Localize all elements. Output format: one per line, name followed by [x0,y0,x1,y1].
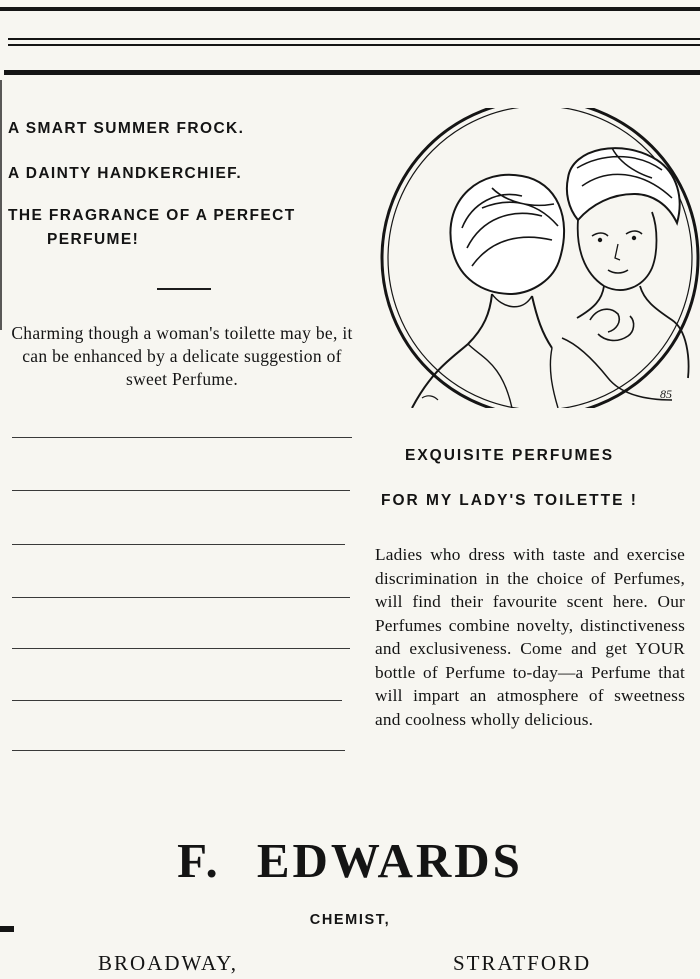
artist-signature: 85 [660,387,672,401]
blank-line-4 [12,597,350,598]
intro-paragraph: Charming though a woman's toilette may be, it can be enhanced by a delicate suggestion of sweet Perfume. [11,323,353,389]
women-mirror-drawing [372,108,700,408]
body-paragraph: Ladies who dress with taste and exercise discrimination in the choice of Perfumes, will find their favourite scent here. Our Perfumes combine novelty, distinctiveness and exclusiveness. Come and get YOUR bottle of Perfume to-day—a Perfume that will impart an atmosphere of sweetness and coolness wholly delicious. [375,545,685,729]
blank-line-7 [12,750,345,751]
location-stratford: STRATFORD [453,951,592,975]
merchant-surname: EDWARDS [256,833,523,888]
heading-lady-toilette: FOR MY LADY'S TOILETTE ! [381,492,638,509]
heading-exquisite-perfumes: EXQUISITE PERFUMES [405,447,615,464]
blank-line-3 [12,544,345,545]
merchant-name [0,832,700,889]
merchant-trade: CHEMIST, [309,912,391,928]
top-double-rule-upper [8,38,700,40]
blank-line-6 [12,700,342,701]
headline-fragrance: THE FRAGRANCE OF A PERFECT [8,207,296,224]
section-divider [157,288,211,290]
location-broadway: BROADWAY, [98,951,238,975]
perfume-illustration [372,108,700,408]
headline-perfume: PERFUME! [47,231,140,248]
blank-line-1 [12,437,352,438]
merchant-initial: F. [177,833,221,888]
footer-edge-mark [0,926,14,932]
blank-line-5 [12,648,350,649]
blank-line-2 [12,490,350,491]
headline-frock: A SMART SUMMER FROCK. [8,120,245,137]
headline-handkerchief: A DAINTY HANDKERCHIEF. [8,165,243,182]
top-rule [0,7,700,11]
header-rule [4,70,700,75]
top-double-rule-lower [8,44,700,46]
left-edge-mark [0,80,2,330]
